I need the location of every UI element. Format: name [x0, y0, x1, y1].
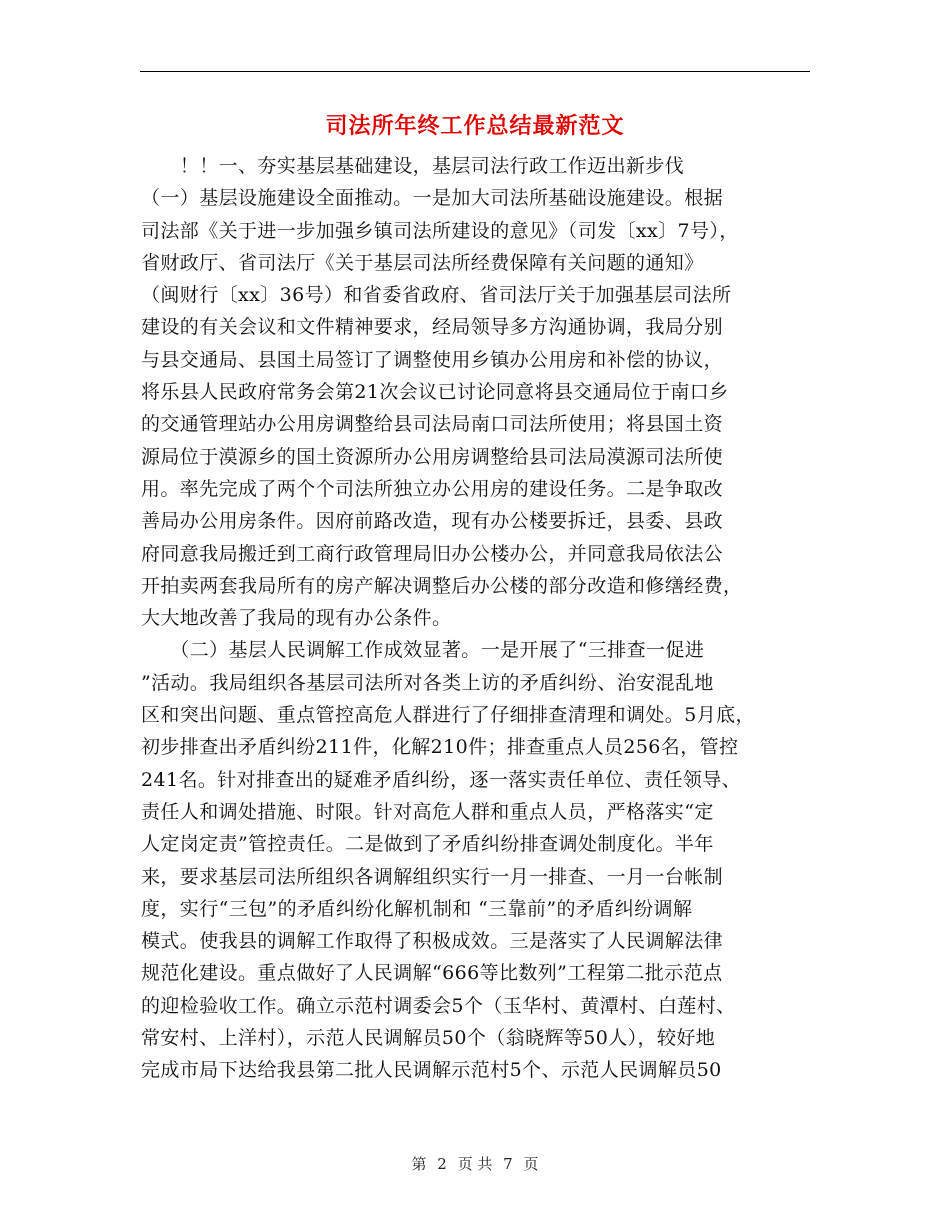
paragraph-line: 建设的有关会议和文件精神要求，经局领导多方沟通协调，我局分别 [141, 316, 724, 339]
page-footer [0, 1152, 950, 1176]
paragraph-line: 常安村、上洋村），示范人民调解员50个（翁晓辉等50人），较好地 [141, 1027, 716, 1050]
paragraph-line: 241名。针对排查出的疑难矛盾纠纷，逐一落实责任单位、责任领导、 [141, 768, 742, 791]
paragraph-line: （一）基层设施建设全面推动。一是加大司法所基础设施建设。根据 [141, 187, 724, 210]
paragraph-line: 度，实行“三包”的矛盾纠纷化解机制和 “三靠前”的矛盾纠纷调解 [141, 897, 693, 920]
paragraph-line: 来，要求基层司法所组织各调解组织实行一月一排查、一月一台帐制 [141, 865, 724, 888]
paragraph-line: 的迎检验收工作。确立示范村调委会5个（玉华村、黄潭村、白莲村、 [141, 994, 736, 1017]
paragraph-line: ”活动。我局组织各基层司法所对各类上访的矛盾纠纷、治安混乱地 [141, 671, 714, 694]
paragraph-line: 善局办公用房条件。因府前路改造，现有办公楼要拆迁，县委、县政 [141, 510, 724, 533]
paragraph-line: 大大地改善了我局的现有办公条件。 [141, 607, 452, 630]
footer-current-page: 2 [437, 1155, 447, 1173]
paragraph-line: 府同意我局搬迁到工商行政管理局旧办公楼办公，并同意我局依法公 [141, 542, 724, 565]
paragraph-line: 完成市局下达给我县第二批人民调解示范村5个、示范人民调解员50 [141, 1059, 722, 1082]
paragraph-line: 人定岗定责”管控责任。二是做到了矛盾纠纷排查调处制度化。半年 [141, 833, 714, 856]
paragraph-line: 用。率先完成了两个个司法所独立办公用房的建设任务。二是争取改 [141, 477, 724, 500]
paragraph-line: （闽财行〔xx〕36号）和省委省政府、省司法厅关于加强基层司法所 [141, 284, 732, 307]
paragraph-line: 省财政厅、省司法厅《关于基层司法所经费保障有关问题的通知》 [141, 251, 704, 274]
footer-prefix: 第 [411, 1155, 427, 1173]
paragraph-line: 源局位于漠源乡的国土资源所办公用房调整给县司法局漠源司法所使 [141, 445, 724, 468]
paragraph-line: 与县交通局、县国土局签订了调整使用乡镇办公用房和补偿的协议， [141, 348, 724, 371]
footer-suffix: 页 [523, 1155, 539, 1173]
paragraph-line: 模式。使我县的调解工作取得了积极成效。三是落实了人民调解法律 [141, 930, 724, 953]
paragraph-line: 区和突出问题、重点管控高危人群进行了仔细排查清理和调处。5月底， [141, 704, 755, 727]
paragraph-line: 初步排查出矛盾纠纷211件，化解210件；排查重点人员256名，管控 [141, 736, 739, 759]
paragraph-line: 将乐县人民政府常务会第21次会议已讨论同意将县交通局位于南口乡 [141, 381, 729, 404]
footer-total-pages: 7 [503, 1155, 513, 1173]
paragraph-line: 责任人和调处措施、时限。针对高危人群和重点人员，严格落实“定 [141, 800, 714, 823]
paragraph-line: ！！一、夯实基层基础建设，基层司法行政工作迈出新步伐 [141, 155, 685, 177]
document-title: 司法所年终工作总结最新范文 [325, 113, 625, 139]
paragraph-line: 开拍卖两套我局所有的房产解决调整后办公楼的部分改造和修缮经费， [141, 574, 743, 597]
footer-middle: 页 共 [457, 1155, 493, 1173]
header-rule [140, 71, 810, 72]
paragraph-line: （二）基层人民调解工作成效显著。一是开展了“三排查一促进 [141, 639, 705, 662]
paragraph-line: 司法部《关于进一步加强乡镇司法所建设的意见》（司发〔xx〕7号）， [141, 219, 739, 242]
paragraph-line: 的交通管理站办公用房调整给县司法局南口司法所使用；将县国土资 [141, 413, 724, 436]
document-body [141, 150, 813, 1087]
paragraph-line: 规范化建设。重点做好了人民调解“666等比数列”工程第二批示范点 [141, 962, 723, 985]
